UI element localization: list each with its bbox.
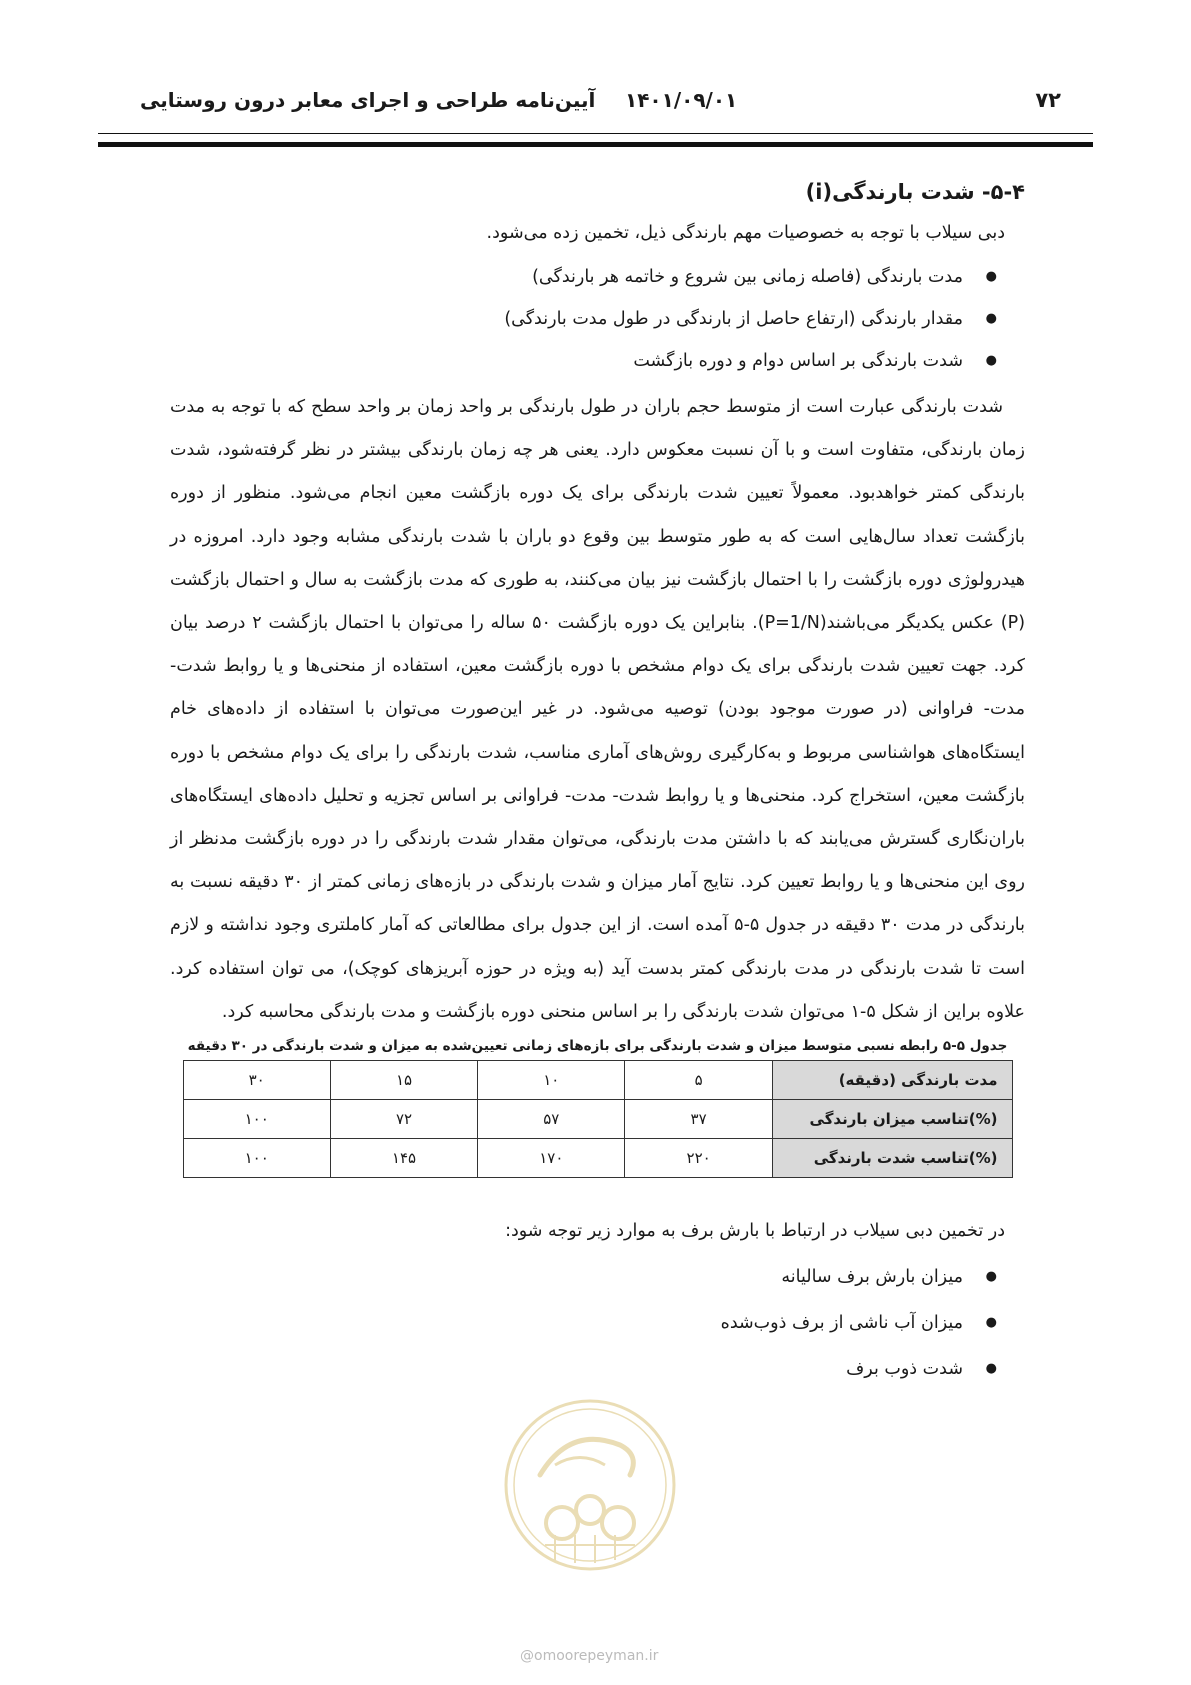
table-cell: ۵۷ bbox=[478, 1100, 625, 1139]
table-cell: ۱۵ bbox=[330, 1061, 477, 1100]
table-cell: ۵ bbox=[625, 1061, 772, 1100]
snow-factors-list bbox=[170, 1254, 1025, 1392]
document-title: آیین‌نامه طراحی و اجرای معابر درون روستایی bbox=[140, 88, 596, 112]
watermark-logo bbox=[500, 1395, 680, 1575]
seal-icon bbox=[500, 1395, 680, 1575]
section-intro: دبی سیلاب با توجه به خصوصیات مهم بارندگی ذیل، تخمین زده می‌شود. bbox=[486, 223, 1005, 243]
table-cell: ۱۰ bbox=[478, 1061, 625, 1100]
page-number: ۷۲ bbox=[1035, 88, 1061, 112]
table-cell: ۳۷ bbox=[625, 1100, 772, 1139]
row-header: (%)تناسب شدت بارندگی bbox=[772, 1139, 1012, 1178]
table-cell: ۳۰ bbox=[183, 1061, 330, 1100]
list-item: ● مقدار بارندگی (ارتفاع حاصل از بارندگی در طول مدت بارندگی) bbox=[170, 298, 963, 340]
table-cell: ۱۷۰ bbox=[478, 1139, 625, 1178]
list-item: ● مدت بارندگی (فاصله زمانی بین شروع و خاتمه هر بارندگی) bbox=[170, 256, 963, 298]
rainfall-characteristics-list bbox=[170, 256, 1025, 382]
section-heading: ۵-۴- شدت بارندگی(i) bbox=[805, 180, 1025, 204]
list-item: ● شدت ذوب برف bbox=[170, 1346, 963, 1392]
header-rule-thin bbox=[98, 133, 1093, 134]
table-cell: ۲۲۰ bbox=[625, 1139, 772, 1178]
row-header: مدت بارندگی (دقیقه) bbox=[772, 1061, 1012, 1100]
table-caption: جدول ۵-۵ رابطه نسبی متوسط میزان و شدت بارندگی برای بازه‌های زمانی تعیین‌شده به میزان و شدت بارندگی در ۳۰ دقیقه bbox=[187, 1038, 1008, 1055]
table-row bbox=[183, 1139, 1012, 1178]
table-cell: ۱۰۰ bbox=[183, 1100, 330, 1139]
body-paragraph: شدت بارندگی عبارت است از متوسط حجم باران در طول بارندگی بر واحد زمان بر واحد سطح که با توجه به مدت زمان بارندگی، متفاوت است و با آن نسبت معکوس دارد. یعنی هر چه زمان بارندگی بیشتر در نظر گرفته‌شود، شدت بارندگی کمتر خواهدبود. معمولاً تعیین شدت بارندگی برای یک دوره بازگشت معین انجام می‌شود. منظور از دوره بازگشت تعداد سال‌هایی است که به طور متوسط بین وقوع دو باران با شدت بارندگی مشابه وجود دارد. امروزه در هیدرولوژی دوره بازگشت را با احتمال بازگشت نیز بیان می‌کنند، به طوری که مدت بازگشت به سال و احتمال بازگشت (P) عکس یکدیگر می‌باشند(P=1/N). بنابراین یک دوره بازگشت ۵۰ ساله را می‌توان با احتمال بازگشت ۲ درصد بیان کرد. جهت تعیین شدت بارندگی برای یک دوام مشخص با دوره بازگشت معین، استفاده از منحنی‌ها و یا روابط شدت- مدت- فراوانی (در صورت موجود بودن) توصیه می‌شود. در غیر این‌صورت می‌توان با استفاده از داده‌های خام ایستگاه‌های هواشناسی مربوط و به‌کارگیری روش‌های آماری مناسب، شدت بارندگی را برای یک دوام مشخص با دوره بازگشت معین، استخراج کرد. منحنی‌ها و یا روابط شدت- مدت- فراوانی بر اساس تجزیه و تحلیل داده‌های ایستگاه‌های باران‌نگاری گسترش می‌یابند که با داشتن مدت بارندگی، می‌توان مقدار شدت بارندگی را در دوره بازگشت مدنظر از روی این منحنی‌ها و یا روابط تعیین کرد. نتایج آمار میزان و شدت بارندگی در بازه‌های زمانی کمتر از ۳۰ دقیقه نسبت به بارندگی در مدت ۳۰ دقیقه در جدول ۵-۵ آمده است. از این جدول برای مطالعاتی که آمار کاملتری وجود نداشته و لازم است تا شدت بارندگی در مدت بارندگی کمتر بدست آید (به ویژه در حوزه آبریزهای کوچک)، می توان استفاده کرد. علاوه براین از شکل ۵-۱ می‌توان شدت بارندگی را بر اساس منحنی دوره بازگشت و مدت بارندگی محاسبه کرد. bbox=[170, 397, 1026, 1022]
list-item: ● میزان بارش برف سالیانه bbox=[170, 1254, 963, 1300]
page-header bbox=[0, 88, 1191, 124]
list-item: ● شدت بارندگی بر اساس دوام و دوره بازگشت bbox=[170, 340, 963, 382]
header-rule-thick bbox=[98, 142, 1093, 147]
table-row bbox=[183, 1061, 1012, 1100]
row-header: (%)تناسب میزان بارندگی bbox=[772, 1100, 1012, 1139]
table-cell: ۱۴۵ bbox=[330, 1139, 477, 1178]
watermark-url: @omoorepeyman.ir bbox=[520, 1648, 659, 1664]
list-item: ● میزان آب ناشی از برف ذوب‌شده bbox=[170, 1300, 963, 1346]
snow-intro: در تخمین دبی سیلاب در ارتباط با بارش برف به موارد زیر توجه شود: bbox=[505, 1221, 1005, 1242]
table-cell: ۷۲ bbox=[330, 1100, 477, 1139]
header-date: ۱۴۰۱/۰۹/۰۱ bbox=[625, 88, 738, 112]
page-content bbox=[170, 180, 1025, 1396]
table-cell: ۱۰۰ bbox=[183, 1139, 330, 1178]
rainfall-ratio-table bbox=[183, 1060, 1013, 1178]
table-row bbox=[183, 1100, 1012, 1139]
